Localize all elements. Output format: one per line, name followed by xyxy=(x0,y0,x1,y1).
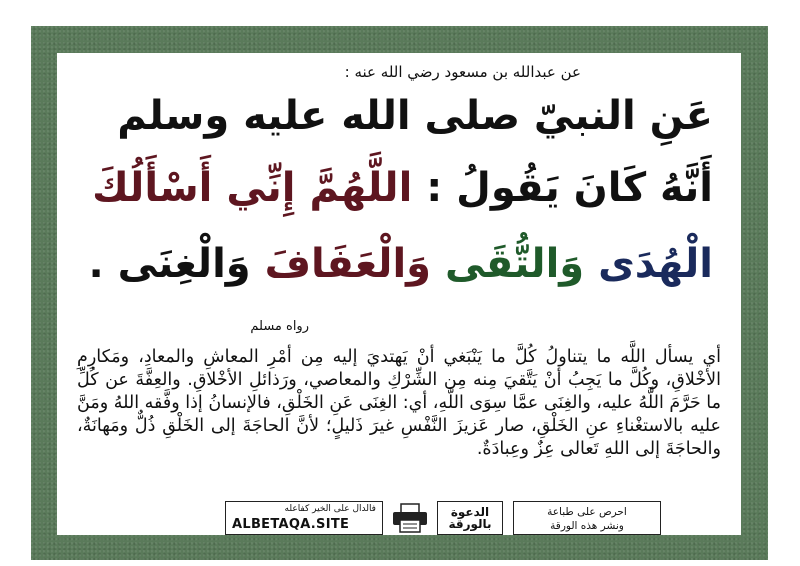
hadith-intro: أَنَّهُ كَانَ يَقُولُ : xyxy=(426,165,713,211)
hadith-line-1: عَنِ النبيّ صلى الله عليه وسلم xyxy=(117,93,713,139)
site-url[interactable]: ALBETAQA.SITE xyxy=(232,517,350,532)
site-caption: فالدال على الخير كفاعله xyxy=(284,504,376,514)
word-afaf: وَالْعَفَافَ xyxy=(264,241,432,287)
hadith-line-3 xyxy=(85,241,713,287)
hadith-card xyxy=(57,53,741,535)
cta-line-1: احرص على طباعة xyxy=(547,506,627,518)
hadith-line-2 xyxy=(85,165,713,211)
word-ghina: وَالْغِنَى . xyxy=(88,241,251,287)
footer-bar xyxy=(225,501,661,535)
explanation-text: أي يسأل اللَّه ما يتناولُ كُلَّ ما يَنْبَغي أنْ يَهتديَ إليه مِن أمْرِ المعاشِ والمعادِ، ومَكارِمِ الأخْلاقِ، وكُلَّ ما يَجِبُ أنْ يَتَّقيَ مِنه مِن الشِّرْكِ والمعاصي، ورَذائلِ الأخْلاقِ. والعِفَّةَ عن كُلِّ ما حَرَّمَ اللَّهُ عليه، والغِنَى عمَّا سِوَى اللَّهِ، أي: الغِنَى عَنِ الخَلْقِ، فالإنسانُ إذا وفَّقه اللهُ ومَنَّ عليه بالاستغْناءِ عنِ الخَلْقِ، صار عَزيزَ النَّفْسِ غيرَ ذَليلٍ؛ لأنَّ الحاجَةَ إلى الخَلْقِ ذُلٌّ ومَهانَةٌ، والحاجَةَ إلى اللهِ تَعالى عِزٌ وعِبادَةٌ. xyxy=(77,347,721,459)
hadith-source: رواه مسلم xyxy=(250,319,309,334)
print-cta xyxy=(513,501,661,535)
site-box[interactable] xyxy=(225,501,383,535)
narrator-line: عن عبدالله بن مسعود رضي الله عنه : xyxy=(344,63,581,81)
logo: الدعوة بالورقة xyxy=(437,501,503,535)
cta-line-2: ونشر هذه الورقة xyxy=(550,520,624,532)
hadith-dua: اللَّهُمَّ إِنِّي أَسْأَلُكَ xyxy=(92,165,413,211)
word-huda: الْهُدَى xyxy=(598,241,713,287)
printer-icon xyxy=(390,503,430,533)
word-tuqa: وَالتُّقَى xyxy=(444,241,585,287)
